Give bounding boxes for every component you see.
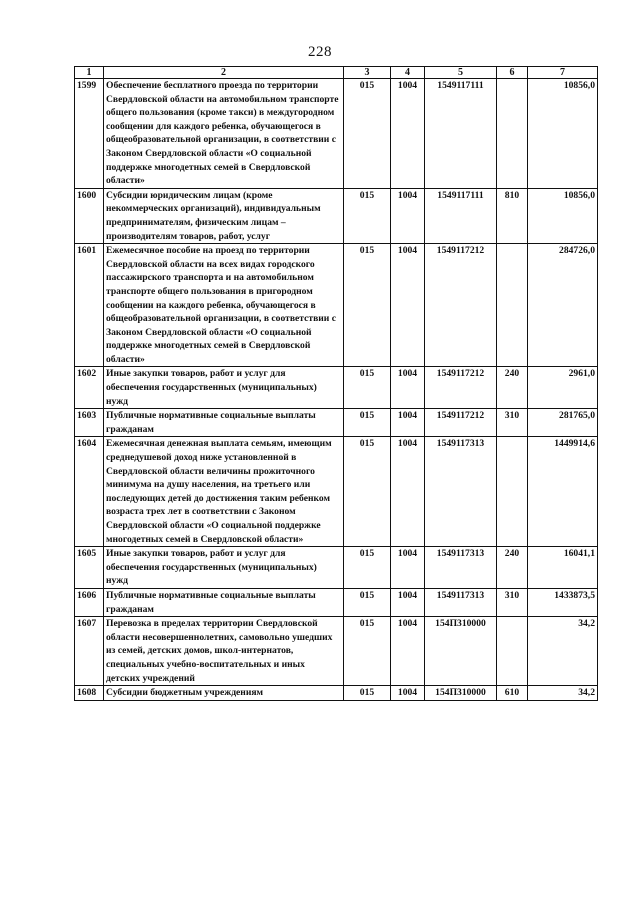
table-row	[75, 686, 598, 701]
header-col-5: 5	[425, 67, 497, 79]
budget-table	[74, 66, 598, 701]
table-row	[75, 367, 598, 409]
row-amount: 2961,0	[528, 367, 598, 409]
row-expense-type	[497, 244, 528, 367]
row-expense-type: 240	[497, 547, 528, 589]
row-name: Обеспечение бесплатного проезда по территории Свердловской области на автомобильном транспорте общего пользования (кроме такси) в междугородном сообщении для каждого ребенка, обучающегося в общеобразовательной организации, в соответствии с Законом Свердловской области «О социальной поддержке многодетных семей в Свердловской области»	[104, 79, 344, 189]
table-row	[75, 79, 598, 189]
row-amount: 10856,0	[528, 188, 598, 243]
row-target-code: 1549117212	[425, 367, 497, 409]
row-name: Ежемесячная денежная выплата семьям, имеющим среднедушевой доход ниже установленной в Свердловской области величины прожиточного минимума на душу населения, на третьего или последующих детей до достижения таким ребенком возраста трех лет в соответствии с Законом Свердловской области «О социальной поддержке многодетных семей в Свердловской области»	[104, 437, 344, 547]
row-expense-type: 240	[497, 367, 528, 409]
table-row	[75, 188, 598, 243]
row-target-code: 1549117212	[425, 409, 497, 437]
row-number: 1607	[75, 617, 104, 686]
table-body	[75, 79, 598, 701]
row-name: Ежемесячное пособие на проезд по территории Свердловской области на всех видах городского пассажирского транспорта и на автомобильном транспорте общего пользования в пригородном сообщении на каждого ребенка, обучающегося в общеобразовательной организации, в соответствии с Законом Свердловской области «О социальной поддержке многодетных семей в Свердловской области»	[104, 244, 344, 367]
row-target-code: 154П310000	[425, 686, 497, 701]
row-target-code: 154П310000	[425, 617, 497, 686]
row-section-code: 1004	[391, 409, 425, 437]
row-amount: 34,2	[528, 617, 598, 686]
row-section-code: 1004	[391, 547, 425, 589]
header-col-7: 7	[528, 67, 598, 79]
table-row	[75, 617, 598, 686]
row-ministry-code: 015	[344, 686, 391, 701]
row-expense-type	[497, 617, 528, 686]
row-amount: 16041,1	[528, 547, 598, 589]
row-expense-type	[497, 437, 528, 547]
row-number: 1599	[75, 79, 104, 189]
row-target-code: 1549117313	[425, 547, 497, 589]
row-amount: 284726,0	[528, 244, 598, 367]
row-expense-type	[497, 79, 528, 189]
header-col-4: 4	[391, 67, 425, 79]
row-name: Субсидии юридическим лицам (кроме некоммерческих организаций), индивидуальным предпринимателям, физическим лицам – производителям товаров, работ, услуг	[104, 188, 344, 243]
row-section-code: 1004	[391, 686, 425, 701]
row-expense-type: 810	[497, 188, 528, 243]
row-target-code: 1549117313	[425, 437, 497, 547]
row-number: 1600	[75, 188, 104, 243]
row-expense-type: 610	[497, 686, 528, 701]
page-number: 228	[308, 44, 332, 60]
row-target-code: 1549117111	[425, 79, 497, 189]
table-row	[75, 244, 598, 367]
row-ministry-code: 015	[344, 617, 391, 686]
row-target-code: 1549117212	[425, 244, 497, 367]
row-section-code: 1004	[391, 617, 425, 686]
header-col-1: 1	[75, 67, 104, 79]
row-number: 1603	[75, 409, 104, 437]
row-ministry-code: 015	[344, 437, 391, 547]
row-amount: 34,2	[528, 686, 598, 701]
row-name: Субсидии бюджетным учреждениям	[104, 686, 344, 701]
row-amount: 281765,0	[528, 409, 598, 437]
table-row	[75, 437, 598, 547]
row-section-code: 1004	[391, 588, 425, 616]
table-row	[75, 588, 598, 616]
table-header	[75, 67, 598, 79]
row-ministry-code: 015	[344, 409, 391, 437]
row-ministry-code: 015	[344, 188, 391, 243]
table-row	[75, 409, 598, 437]
row-ministry-code: 015	[344, 79, 391, 189]
row-ministry-code: 015	[344, 588, 391, 616]
row-expense-type: 310	[497, 409, 528, 437]
row-target-code: 1549117313	[425, 588, 497, 616]
row-section-code: 1004	[391, 437, 425, 547]
header-col-2: 2	[104, 67, 344, 79]
row-ministry-code: 015	[344, 367, 391, 409]
row-number: 1605	[75, 547, 104, 589]
row-number: 1608	[75, 686, 104, 701]
row-number: 1601	[75, 244, 104, 367]
row-name: Публичные нормативные социальные выплаты гражданам	[104, 409, 344, 437]
row-number: 1606	[75, 588, 104, 616]
row-name: Иные закупки товаров, работ и услуг для обеспечения государственных (муниципальных) нужд	[104, 367, 344, 409]
header-row	[75, 67, 598, 79]
row-number: 1604	[75, 437, 104, 547]
table-row	[75, 547, 598, 589]
row-section-code: 1004	[391, 367, 425, 409]
row-name: Перевозка в пределах территории Свердловской области несовершеннолетних, самовольно ушедших из семей, детских домов, школ-интернатов, специальных учебно-воспитательных и иных детских учреждений	[104, 617, 344, 686]
row-expense-type: 310	[497, 588, 528, 616]
header-col-3: 3	[344, 67, 391, 79]
row-amount: 1433873,5	[528, 588, 598, 616]
row-name: Публичные нормативные социальные выплаты гражданам	[104, 588, 344, 616]
row-amount: 10856,0	[528, 79, 598, 189]
row-section-code: 1004	[391, 188, 425, 243]
row-ministry-code: 015	[344, 547, 391, 589]
header-col-6: 6	[497, 67, 528, 79]
row-section-code: 1004	[391, 79, 425, 189]
row-target-code: 1549117111	[425, 188, 497, 243]
row-name: Иные закупки товаров, работ и услуг для обеспечения государственных (муниципальных) нужд	[104, 547, 344, 589]
row-section-code: 1004	[391, 244, 425, 367]
row-ministry-code: 015	[344, 244, 391, 367]
row-amount: 1449914,6	[528, 437, 598, 547]
row-number: 1602	[75, 367, 104, 409]
